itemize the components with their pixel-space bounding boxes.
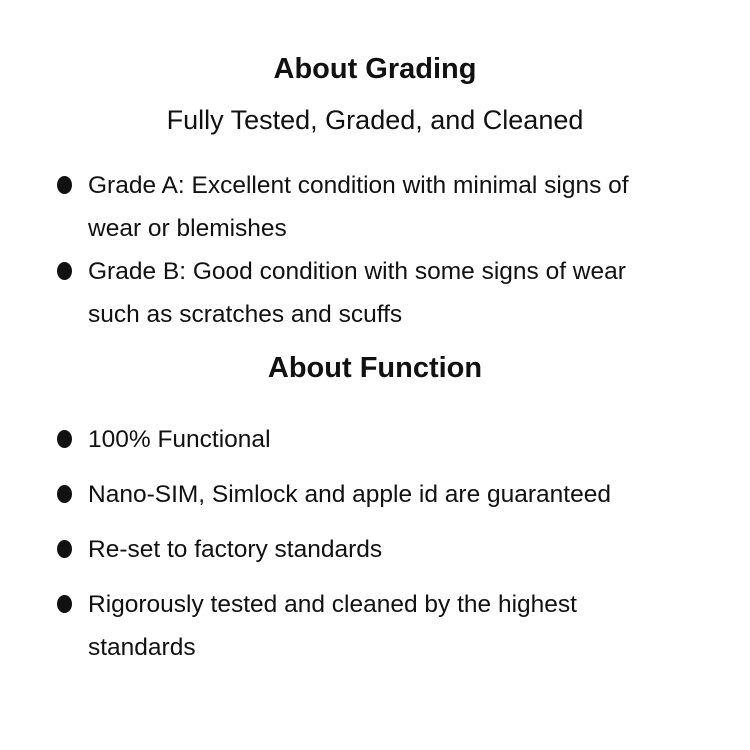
list-item-text: Nano-SIM, Simlock and apple id are guaranteed: [88, 481, 611, 508]
list-item-text: Re-set to factory standards: [88, 536, 383, 563]
list-item-text: Grade B: Good condition with some signs of wear such as scratches and scuffs: [88, 258, 626, 328]
list-item: [57, 473, 750, 516]
grading-list: [0, 164, 750, 336]
filled-circle-bullet-icon: [57, 485, 72, 503]
function-list: [0, 418, 750, 669]
list-item: [57, 250, 750, 336]
list-item-text: 100% Functional: [88, 426, 271, 453]
function-section-title: About Function: [267, 352, 483, 384]
list-item: [57, 583, 750, 669]
filled-circle-bullet-icon: [57, 595, 72, 613]
list-item: [57, 528, 750, 571]
filled-circle-bullet-icon: [57, 540, 72, 558]
grading-section-title: About Grading: [273, 53, 477, 85]
list-item: [57, 418, 750, 461]
filled-circle-bullet-icon: [57, 176, 72, 194]
list-item-text: Rigorously tested and cleaned by the highest standards: [88, 591, 577, 661]
filled-circle-bullet-icon: [57, 262, 72, 280]
filled-circle-bullet-icon: [57, 430, 72, 448]
list-item: [57, 164, 750, 250]
list-item-text: Grade A: Excellent condition with minimal signs of wear or blemishes: [88, 172, 629, 242]
grading-subtitle: Fully Tested, Graded, and Cleaned: [166, 105, 584, 135]
